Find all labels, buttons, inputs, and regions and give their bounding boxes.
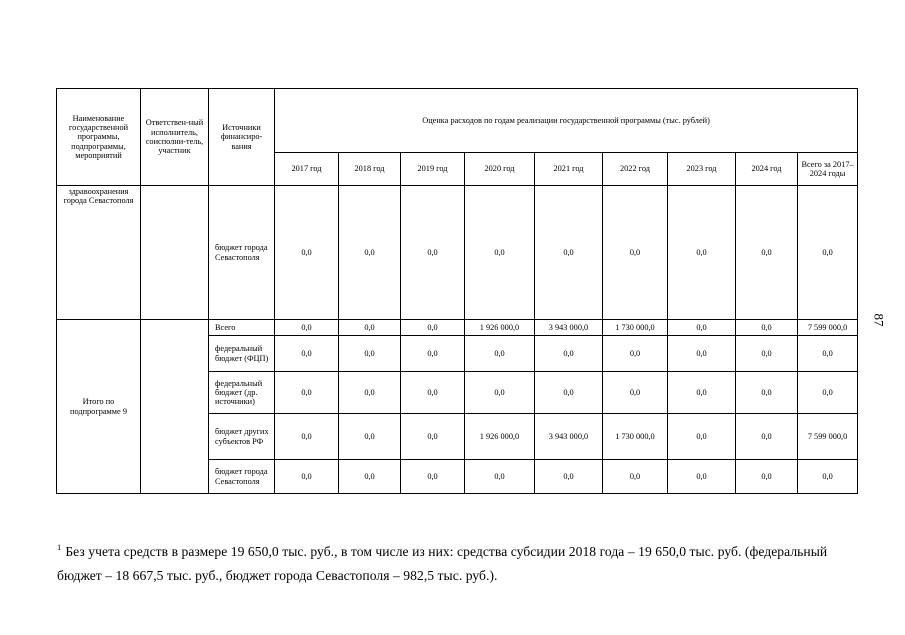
program-name-cell: здравоохранения города Севастополя bbox=[57, 186, 141, 320]
value-cell: 3 943 000,0 bbox=[535, 320, 603, 336]
funding-source-cell: Всего bbox=[209, 320, 275, 336]
table-row bbox=[57, 186, 858, 320]
value-cell: 0,0 bbox=[668, 186, 736, 320]
value-cell: 1 926 000,0 bbox=[465, 320, 535, 336]
value-cell: 0,0 bbox=[603, 372, 668, 414]
value-cell: 0,0 bbox=[736, 414, 798, 460]
value-cell: 3 943 000,0 bbox=[535, 414, 603, 460]
value-cell: 0,0 bbox=[535, 186, 603, 320]
value-cell: 0,0 bbox=[603, 336, 668, 372]
year-header: 2021 год bbox=[535, 153, 603, 186]
value-cell: 0,0 bbox=[465, 336, 535, 372]
value-cell: 1 730 000,0 bbox=[603, 320, 668, 336]
value-cell: 0,0 bbox=[668, 336, 736, 372]
year-header: 2019 год bbox=[401, 153, 465, 186]
value-cell: 0,0 bbox=[275, 336, 339, 372]
value-cell: 0,0 bbox=[736, 186, 798, 320]
value-cell: 0,0 bbox=[535, 336, 603, 372]
value-cell: 0,0 bbox=[339, 414, 401, 460]
header-row-1 bbox=[57, 89, 858, 153]
value-cell: 0,0 bbox=[339, 336, 401, 372]
value-cell: 0,0 bbox=[535, 372, 603, 414]
header-estimate: Оценка расходов по годам реализации государственной программы (тыс. рублей) bbox=[275, 89, 858, 153]
value-cell: 0,0 bbox=[736, 460, 798, 494]
value-cell: 0,0 bbox=[401, 320, 465, 336]
value-cell: 7 599 000,0 bbox=[798, 414, 858, 460]
value-cell: 0,0 bbox=[603, 186, 668, 320]
table-row bbox=[57, 320, 858, 336]
value-cell: 0,0 bbox=[535, 460, 603, 494]
value-cell: 0,0 bbox=[465, 460, 535, 494]
header-name: Наименование государственной программы, подпрограммы, мероприятий bbox=[57, 89, 141, 186]
budget-table bbox=[56, 88, 858, 494]
year-header: 2024 год bbox=[736, 153, 798, 186]
value-cell: 0,0 bbox=[798, 186, 858, 320]
footnote-text: Без учета средств в размере 19 650,0 тыс. руб., в том числе из них: средства субсидии 2018 года – 19 650,0 тыс. руб. (федеральный бюджет – 18 667,5 тыс. руб., бюджет города Севастополя – 982,5 тыс. руб.). bbox=[57, 544, 828, 583]
value-cell: 0,0 bbox=[401, 372, 465, 414]
value-cell: 0,0 bbox=[401, 460, 465, 494]
value-cell: 0,0 bbox=[275, 372, 339, 414]
value-cell: 0,0 bbox=[798, 372, 858, 414]
value-cell: 0,0 bbox=[603, 460, 668, 494]
year-header: 2022 год bbox=[603, 153, 668, 186]
value-cell: 0,0 bbox=[401, 336, 465, 372]
value-cell: 0,0 bbox=[798, 336, 858, 372]
value-cell: 0,0 bbox=[668, 414, 736, 460]
value-cell: 1 730 000,0 bbox=[603, 414, 668, 460]
value-cell: 0,0 bbox=[736, 336, 798, 372]
footnote-marker: 1 bbox=[57, 542, 62, 552]
footnote bbox=[57, 535, 857, 588]
value-cell: 0,0 bbox=[736, 372, 798, 414]
value-cell: 0,0 bbox=[339, 186, 401, 320]
year-header: 2023 год bbox=[668, 153, 736, 186]
funding-source-cell: федеральный бюджет (ФЦП) bbox=[209, 336, 275, 372]
executor-cell bbox=[141, 320, 209, 494]
header-executor: Ответствен-ный исполнитель, соисполни-тель, участник bbox=[141, 89, 209, 186]
value-cell: 0,0 bbox=[401, 186, 465, 320]
value-cell: 0,0 bbox=[798, 460, 858, 494]
value-cell: 0,0 bbox=[736, 320, 798, 336]
header-source: Источники финансиро-вания bbox=[209, 89, 275, 186]
year-header: 2018 год bbox=[339, 153, 401, 186]
value-cell: 0,0 bbox=[275, 460, 339, 494]
value-cell: 0,0 bbox=[275, 186, 339, 320]
funding-source-cell: федеральный бюджет (др. источники) bbox=[209, 372, 275, 414]
funding-source-cell: бюджет города Севастополя bbox=[209, 186, 275, 320]
value-cell: 0,0 bbox=[275, 414, 339, 460]
funding-source-cell: бюджет города Севастополя bbox=[209, 460, 275, 494]
value-cell: 0,0 bbox=[401, 414, 465, 460]
value-cell: 0,0 bbox=[275, 320, 339, 336]
value-cell: 7 599 000,0 bbox=[798, 320, 858, 336]
value-cell: 0,0 bbox=[668, 372, 736, 414]
value-cell: 0,0 bbox=[465, 372, 535, 414]
value-cell: 1 926 000,0 bbox=[465, 414, 535, 460]
total-header: Всего за 2017–2024 годы bbox=[798, 153, 858, 186]
value-cell: 0,0 bbox=[339, 372, 401, 414]
program-name-cell: Итого по подпрограмме 9 bbox=[57, 320, 141, 494]
value-cell: 0,0 bbox=[668, 320, 736, 336]
year-header: 2017 год bbox=[275, 153, 339, 186]
year-header: 2020 год bbox=[465, 153, 535, 186]
executor-cell bbox=[141, 186, 209, 320]
value-cell: 0,0 bbox=[339, 460, 401, 494]
value-cell: 0,0 bbox=[668, 460, 736, 494]
funding-source-cell: бюджет других субъектов РФ bbox=[209, 414, 275, 460]
value-cell: 0,0 bbox=[465, 186, 535, 320]
page-number: 87 bbox=[871, 313, 887, 327]
value-cell: 0,0 bbox=[339, 320, 401, 336]
